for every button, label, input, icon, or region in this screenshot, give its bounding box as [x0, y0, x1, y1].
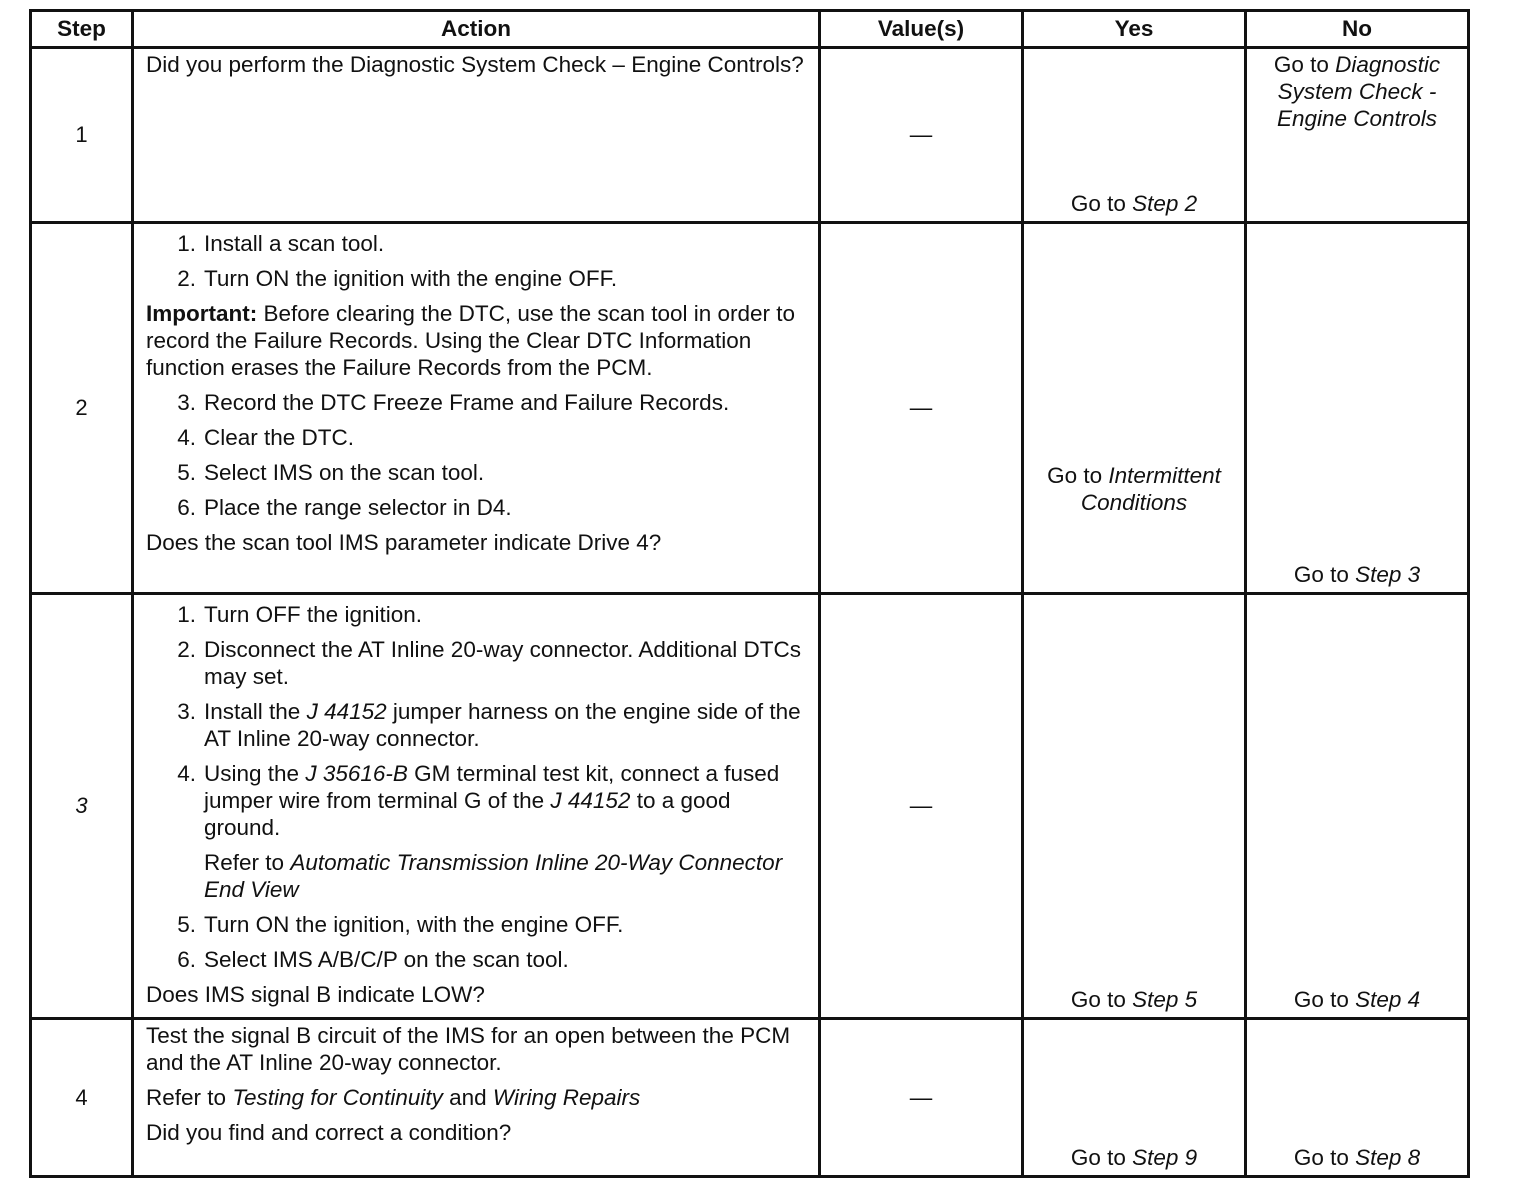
action-cell	[133, 223, 820, 594]
no-target: Step 4	[1355, 987, 1421, 1012]
list-item: 1. Install a scan tool.	[177, 231, 385, 256]
yes-prefix: Go to	[1070, 987, 1126, 1012]
no-cell	[1246, 1019, 1469, 1177]
step-number: 1	[31, 48, 133, 223]
step-number	[31, 594, 133, 1019]
value-cell: —	[820, 48, 1023, 223]
list-item: 4. Clear the DTC.	[177, 425, 355, 450]
list-item: 4. Using the J 35616-B GM terminal test kit, connect a fused jumper wire from terminal G of the J 44152 to a good ground.	[177, 761, 780, 840]
list-item: 6. Place the range selector in D4.	[177, 495, 512, 520]
yes-link[interactable]	[1024, 190, 1244, 217]
yes-link[interactable]	[1024, 986, 1244, 1013]
list-item: 3. Install the J 44152 jumper harness on the engine side of the AT Inline 20-way connector.	[177, 699, 801, 751]
value-cell: —	[820, 1019, 1023, 1177]
action-question: Does IMS signal B indicate LOW?	[146, 982, 485, 1007]
no-prefix: Go to	[1293, 1145, 1349, 1170]
refer-link[interactable]: Testing for Continuity	[232, 1085, 443, 1110]
list-item: 6. Select IMS A/B/C/P on the scan tool.	[177, 947, 569, 972]
no-link[interactable]	[1247, 51, 1467, 132]
no-target: Diagnostic System Check - Engine Controls	[1276, 52, 1441, 131]
yes-cell	[1023, 594, 1246, 1019]
yes-cell	[1023, 1019, 1246, 1177]
action-cell	[133, 594, 820, 1019]
tool-ref: J 44152	[306, 699, 387, 724]
action-question: Does the scan tool IMS parameter indicate Drive 4?	[146, 530, 662, 555]
no-prefix: Go to	[1293, 987, 1349, 1012]
step-number: 4	[31, 1019, 133, 1177]
yes-prefix: Go to	[1047, 463, 1103, 488]
yes-link[interactable]	[1024, 462, 1244, 516]
step-number: 2	[31, 223, 133, 594]
value-cell: —	[820, 594, 1023, 1019]
action-text: Test the signal B circuit of the IMS for an open between the PCM and the AT Inline 20-way connector.	[146, 1023, 791, 1075]
no-target: Step 3	[1355, 562, 1421, 587]
no-cell	[1246, 223, 1469, 594]
yes-prefix: Go to	[1070, 1145, 1126, 1170]
refer-link[interactable]: Automatic Transmission Inline 20-Way Connector End View	[204, 850, 783, 902]
step-number-text: 3	[75, 793, 88, 818]
table-row	[31, 48, 1469, 223]
refer-link[interactable]: Wiring Repairs	[492, 1085, 641, 1110]
important-label: Important:	[146, 301, 258, 326]
no-link[interactable]	[1247, 561, 1467, 588]
refer-note: Refer to Automatic Transmission Inline 20-Way Connector End View	[204, 850, 783, 902]
header-yes: Yes	[1023, 11, 1246, 48]
no-prefix: Go to	[1273, 52, 1329, 77]
list-item: 5. Select IMS on the scan tool.	[177, 460, 485, 485]
yes-prefix: Go to	[1070, 191, 1126, 216]
no-prefix: Go to	[1293, 562, 1349, 587]
yes-link[interactable]	[1024, 1144, 1244, 1171]
yes-cell	[1023, 48, 1246, 223]
yes-target: Step 5	[1132, 987, 1198, 1012]
no-link[interactable]	[1247, 986, 1467, 1013]
important-note	[146, 300, 810, 381]
action-text: Did you perform the Diagnostic System Check – Engine Controls?	[146, 52, 804, 77]
list-item: 1. Turn OFF the ignition.	[177, 602, 423, 627]
yes-cell	[1023, 223, 1246, 594]
header-values: Value(s)	[820, 11, 1023, 48]
header-action: Action	[133, 11, 820, 48]
table-row	[31, 1019, 1469, 1177]
yes-target: Step 2	[1132, 191, 1198, 216]
tool-ref: J 44152	[550, 788, 631, 813]
no-link[interactable]	[1247, 1144, 1467, 1171]
action-cell	[133, 48, 820, 223]
list-item: 2. Disconnect the AT Inline 20-way connector. Additional DTCs may set.	[177, 637, 801, 689]
action-cell	[133, 1019, 820, 1177]
table-row	[31, 223, 1469, 594]
header-no: No	[1246, 11, 1469, 48]
no-cell	[1246, 48, 1469, 223]
diagnostic-table	[29, 9, 1470, 1178]
important-text: Before clearing the DTC, use the scan tool in order to record the Failure Records. Using the Clear DTC Information function erases the Failure Records from the PCM.	[146, 301, 796, 380]
list-item: 2. Turn ON the ignition with the engine OFF.	[177, 266, 618, 291]
table-row	[31, 594, 1469, 1019]
header-row	[31, 11, 1469, 48]
action-question: Did you find and correct a condition?	[146, 1120, 512, 1145]
list-item: 3. Record the DTC Freeze Frame and Failure Records.	[177, 390, 730, 415]
no-cell	[1246, 594, 1469, 1019]
yes-target: Step 9	[1132, 1145, 1198, 1170]
yes-target: Intermittent Conditions	[1080, 463, 1221, 515]
value-cell: —	[820, 223, 1023, 594]
header-step: Step	[31, 11, 133, 48]
refer-note: Refer to Testing for Continuity and Wiring Repairs	[146, 1085, 641, 1110]
tool-ref: J 35616-B	[305, 761, 408, 786]
no-target: Step 8	[1355, 1145, 1421, 1170]
list-item: 5. Turn ON the ignition, with the engine OFF.	[177, 912, 624, 937]
